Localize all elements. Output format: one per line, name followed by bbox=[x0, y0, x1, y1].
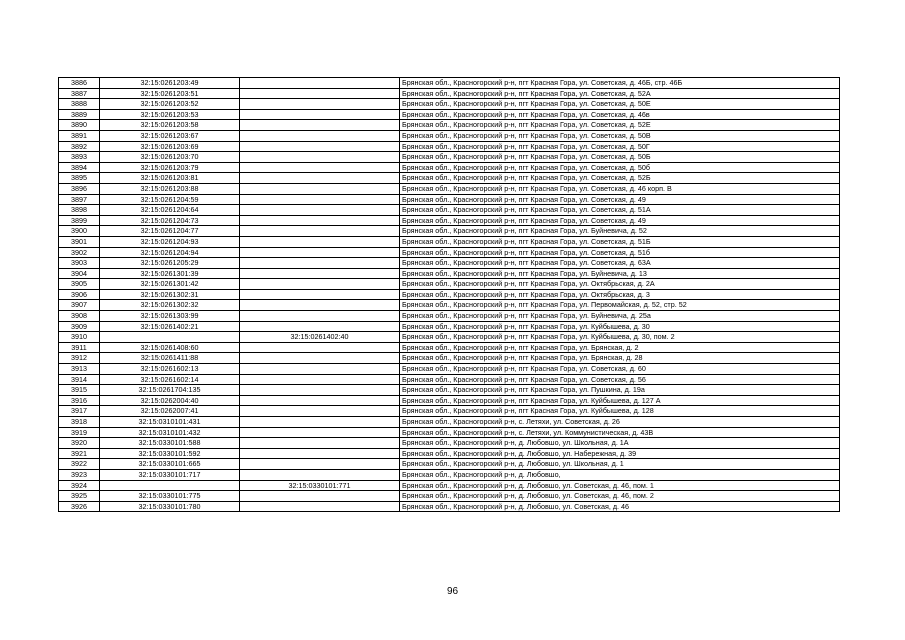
table-row bbox=[59, 469, 840, 480]
row-number-cell: 3901 bbox=[59, 236, 100, 247]
address-cell: Брянская обл., Красногорский р-н, пгт Красная Гора, ул. Советская, д. 46 корп. В bbox=[400, 183, 840, 194]
row-number-cell: 3886 bbox=[59, 78, 100, 89]
row-number-cell: 3904 bbox=[59, 268, 100, 279]
parent-cadastral-cell bbox=[240, 78, 400, 89]
row-number-cell: 3900 bbox=[59, 226, 100, 237]
cadastral-number-cell: 32:15:0261203:81 bbox=[100, 173, 240, 184]
cadastral-number-cell: 32:15:0330101:588 bbox=[100, 438, 240, 449]
table-row bbox=[59, 374, 840, 385]
parent-cadastral-cell bbox=[240, 374, 400, 385]
address-cell: Брянская обл., Красногорский р-н, пгт Красная Гора, ул. Советская, д. 51Б bbox=[400, 236, 840, 247]
row-number-cell: 3917 bbox=[59, 406, 100, 417]
parent-cadastral-cell bbox=[240, 395, 400, 406]
address-cell: Брянская обл., Красногорский р-н, пгт Красная Гора, ул. Брянская, д. 28 bbox=[400, 353, 840, 364]
parent-cadastral-cell bbox=[240, 459, 400, 470]
cadastral-number-cell: 32:15:0261411:88 bbox=[100, 353, 240, 364]
cadastral-table-body bbox=[59, 78, 840, 512]
row-number-cell: 3910 bbox=[59, 332, 100, 343]
row-number-cell: 3916 bbox=[59, 395, 100, 406]
cadastral-number-cell: 32:15:0261204:93 bbox=[100, 236, 240, 247]
cadastral-number-cell: 32:15:0261602:14 bbox=[100, 374, 240, 385]
row-number-cell: 3918 bbox=[59, 417, 100, 428]
row-number-cell: 3890 bbox=[59, 120, 100, 131]
cadastral-number-cell: 32:15:0261402:21 bbox=[100, 321, 240, 332]
address-cell: Брянская обл., Красногорский р-н, с. Летяхи, ул. Коммунистическая, д. 43В bbox=[400, 427, 840, 438]
parent-cadastral-cell bbox=[240, 141, 400, 152]
cadastral-number-cell: 32:15:0261303:99 bbox=[100, 311, 240, 322]
parent-cadastral-cell bbox=[240, 215, 400, 226]
row-number-cell: 3926 bbox=[59, 501, 100, 512]
table-row bbox=[59, 353, 840, 364]
table-row bbox=[59, 130, 840, 141]
parent-cadastral-cell bbox=[240, 205, 400, 216]
parent-cadastral-cell bbox=[240, 406, 400, 417]
parent-cadastral-cell bbox=[240, 258, 400, 269]
table-row bbox=[59, 194, 840, 205]
row-number-cell: 3925 bbox=[59, 491, 100, 502]
row-number-cell: 3897 bbox=[59, 194, 100, 205]
address-cell: Брянская обл., Красногорский р-н, д. Любовшо, ул. Набережная, д. 39 bbox=[400, 448, 840, 459]
cadastral-number-cell: 32:15:0261301:39 bbox=[100, 268, 240, 279]
cadastral-number-cell: 32:15:0330101:592 bbox=[100, 448, 240, 459]
table-row bbox=[59, 332, 840, 343]
address-cell: Брянская обл., Красногорский р-н, пгт Красная Гора, ул. Советская, д. 63А bbox=[400, 258, 840, 269]
address-cell: Брянская обл., Красногорский р-н, пгт Красная Гора, ул. Советская, д. 51б bbox=[400, 247, 840, 258]
address-cell: Брянская обл., Красногорский р-н, пгт Красная Гора, ул. Советская, д. 50В bbox=[400, 130, 840, 141]
table-row bbox=[59, 205, 840, 216]
address-cell: Брянская обл., Красногорский р-н, пгт Красная Гора, ул. Буйневича, д. 52 bbox=[400, 226, 840, 237]
address-cell: Брянская обл., Красногорский р-н, пгт Красная Гора, ул. Пушкина, д. 19а bbox=[400, 385, 840, 396]
table-row bbox=[59, 78, 840, 89]
cadastral-number-cell: 32:15:0330101:780 bbox=[100, 501, 240, 512]
row-number-cell: 3895 bbox=[59, 173, 100, 184]
parent-cadastral-cell bbox=[240, 417, 400, 428]
table-row bbox=[59, 215, 840, 226]
cadastral-number-cell: 32:15:0261204:64 bbox=[100, 205, 240, 216]
parent-cadastral-cell bbox=[240, 448, 400, 459]
cadastral-number-cell: 32:15:0261203:58 bbox=[100, 120, 240, 131]
parent-cadastral-cell bbox=[240, 501, 400, 512]
address-cell: Брянская обл., Красногорский р-н, пгт Красная Гора, ул. Советская, д. 56 bbox=[400, 374, 840, 385]
cadastral-number-cell: 32:15:0310101:432 bbox=[100, 427, 240, 438]
address-cell: Брянская обл., Красногорский р-н, пгт Красная Гора, ул. Октябрьская, д. 3 bbox=[400, 289, 840, 300]
parent-cadastral-cell bbox=[240, 342, 400, 353]
cadastral-number-cell: 32:15:0261203:88 bbox=[100, 183, 240, 194]
address-cell: Брянская обл., Красногорский р-н, д. Любовшо, ул. Советская, д. 46, пом. 1 bbox=[400, 480, 840, 491]
table-row bbox=[59, 289, 840, 300]
address-cell: Брянская обл., Красногорский р-н, пгт Красная Гора, ул. Брянская, д. 2 bbox=[400, 342, 840, 353]
table-row bbox=[59, 247, 840, 258]
row-number-cell: 3892 bbox=[59, 141, 100, 152]
cadastral-table bbox=[58, 77, 840, 512]
row-number-cell: 3905 bbox=[59, 279, 100, 290]
cadastral-number-cell: 32:15:0261203:52 bbox=[100, 99, 240, 110]
cadastral-number-cell: 32:15:0262004:40 bbox=[100, 395, 240, 406]
cadastral-number-cell: 32:15:0261203:51 bbox=[100, 88, 240, 99]
parent-cadastral-cell bbox=[240, 311, 400, 322]
parent-cadastral-cell bbox=[240, 289, 400, 300]
table-row bbox=[59, 300, 840, 311]
parent-cadastral-cell bbox=[240, 353, 400, 364]
cadastral-number-cell: 32:15:0261203:69 bbox=[100, 141, 240, 152]
parent-cadastral-cell bbox=[240, 268, 400, 279]
table-row bbox=[59, 342, 840, 353]
cadastral-number-cell: 32:15:0261203:67 bbox=[100, 130, 240, 141]
address-cell: Брянская обл., Красногорский р-н, пгт Красная Гора, ул. Советская, д. 52Е bbox=[400, 120, 840, 131]
row-number-cell: 3909 bbox=[59, 321, 100, 332]
address-cell: Брянская обл., Красногорский р-н, пгт Красная Гора, ул. Советская, д. 50б bbox=[400, 162, 840, 173]
address-cell: Брянская обл., Красногорский р-н, пгт Красная Гора, ул. Октябрьская, д. 2А bbox=[400, 279, 840, 290]
row-number-cell: 3888 bbox=[59, 99, 100, 110]
cadastral-number-cell: 32:15:0261204:94 bbox=[100, 247, 240, 258]
row-number-cell: 3923 bbox=[59, 469, 100, 480]
row-number-cell: 3893 bbox=[59, 152, 100, 163]
address-cell: Брянская обл., Красногорский р-н, пгт Красная Гора, ул. Куйбышева, д. 127 А bbox=[400, 395, 840, 406]
table-row bbox=[59, 141, 840, 152]
parent-cadastral-cell bbox=[240, 364, 400, 375]
row-number-cell: 3919 bbox=[59, 427, 100, 438]
table-row bbox=[59, 385, 840, 396]
cadastral-number-cell: 32:15:0261302:32 bbox=[100, 300, 240, 311]
address-cell: Брянская обл., Красногорский р-н, д. Любовшо, ул. Советская, д. 46 bbox=[400, 501, 840, 512]
address-cell: Брянская обл., Красногорский р-н, пгт Красная Гора, ул. Куйбышева, д. 128 bbox=[400, 406, 840, 417]
table-row bbox=[59, 120, 840, 131]
cadastral-number-cell: 32:15:0261203:79 bbox=[100, 162, 240, 173]
address-cell: Брянская обл., Красногорский р-н, пгт Красная Гора, ул. Буйневича, д. 13 bbox=[400, 268, 840, 279]
parent-cadastral-cell bbox=[240, 226, 400, 237]
cadastral-number-cell: 32:15:0261205:29 bbox=[100, 258, 240, 269]
parent-cadastral-cell bbox=[240, 194, 400, 205]
row-number-cell: 3914 bbox=[59, 374, 100, 385]
parent-cadastral-cell bbox=[240, 109, 400, 120]
row-number-cell: 3915 bbox=[59, 385, 100, 396]
address-cell: Брянская обл., Красногорский р-н, пгт Красная Гора, ул. Советская, д. 50Е bbox=[400, 99, 840, 110]
table-row bbox=[59, 183, 840, 194]
cadastral-number-cell: 32:15:0261301:42 bbox=[100, 279, 240, 290]
table-row bbox=[59, 406, 840, 417]
parent-cadastral-cell bbox=[240, 162, 400, 173]
table-row bbox=[59, 364, 840, 375]
address-cell: Брянская обл., Красногорский р-н, пгт Красная Гора, ул. Советская, д. 52А bbox=[400, 88, 840, 99]
parent-cadastral-cell bbox=[240, 99, 400, 110]
table-row bbox=[59, 236, 840, 247]
cadastral-number-cell: 32:15:0261203:70 bbox=[100, 152, 240, 163]
cadastral-number-cell: 32:15:0261204:73 bbox=[100, 215, 240, 226]
parent-cadastral-cell: 32:15:0330101:771 bbox=[240, 480, 400, 491]
row-number-cell: 3891 bbox=[59, 130, 100, 141]
address-cell: Брянская обл., Красногорский р-н, д. Любовшо, bbox=[400, 469, 840, 480]
cadastral-number-cell: 32:15:0330101:775 bbox=[100, 491, 240, 502]
parent-cadastral-cell bbox=[240, 130, 400, 141]
table-row bbox=[59, 311, 840, 322]
row-number-cell: 3920 bbox=[59, 438, 100, 449]
table-row bbox=[59, 99, 840, 110]
cadastral-number-cell: 32:15:0261203:53 bbox=[100, 109, 240, 120]
row-number-cell: 3922 bbox=[59, 459, 100, 470]
address-cell: Брянская обл., Красногорский р-н, д. Любовшо, ул. Школьная, д. 1А bbox=[400, 438, 840, 449]
parent-cadastral-cell bbox=[240, 88, 400, 99]
address-cell: Брянская обл., Красногорский р-н, пгт Красная Гора, ул. Буйневича, д. 25а bbox=[400, 311, 840, 322]
row-number-cell: 3911 bbox=[59, 342, 100, 353]
table-row bbox=[59, 417, 840, 428]
address-cell: Брянская обл., Красногорский р-н, пгт Красная Гора, ул. Советская, д. 51А bbox=[400, 205, 840, 216]
row-number-cell: 3902 bbox=[59, 247, 100, 258]
cadastral-number-cell bbox=[100, 480, 240, 491]
row-number-cell: 3894 bbox=[59, 162, 100, 173]
address-cell: Брянская обл., Красногорский р-н, пгт Красная Гора, ул. Советская, д. 50Г bbox=[400, 141, 840, 152]
row-number-cell: 3887 bbox=[59, 88, 100, 99]
row-number-cell: 3924 bbox=[59, 480, 100, 491]
table-row bbox=[59, 173, 840, 184]
table-row bbox=[59, 459, 840, 470]
address-cell: Брянская обл., Красногорский р-н, пгт Красная Гора, ул. Советская, д. 49 bbox=[400, 194, 840, 205]
cadastral-number-cell: 32:15:0261602:13 bbox=[100, 364, 240, 375]
table-row bbox=[59, 279, 840, 290]
parent-cadastral-cell bbox=[240, 279, 400, 290]
table-row bbox=[59, 226, 840, 237]
table-row bbox=[59, 258, 840, 269]
address-cell: Брянская обл., Красногорский р-н, д. Любовшо, ул. Школьная, д. 1 bbox=[400, 459, 840, 470]
row-number-cell: 3889 bbox=[59, 109, 100, 120]
parent-cadastral-cell bbox=[240, 321, 400, 332]
row-number-cell: 3913 bbox=[59, 364, 100, 375]
table-row bbox=[59, 321, 840, 332]
address-cell: Брянская обл., Красногорский р-н, пгт Красная Гора, ул. Куйбышева, д. 30, пом. 2 bbox=[400, 332, 840, 343]
cadastral-number-cell: 32:15:0261204:59 bbox=[100, 194, 240, 205]
cadastral-number-cell: 32:15:0261408:60 bbox=[100, 342, 240, 353]
table-row bbox=[59, 427, 840, 438]
row-number-cell: 3898 bbox=[59, 205, 100, 216]
table-row bbox=[59, 480, 840, 491]
cadastral-number-cell: 32:15:0261302:31 bbox=[100, 289, 240, 300]
cadastral-number-cell: 32:15:0330101:665 bbox=[100, 459, 240, 470]
parent-cadastral-cell bbox=[240, 247, 400, 258]
address-cell: Брянская обл., Красногорский р-н, пгт Красная Гора, ул. Первомайская, д. 52, стр. 52 bbox=[400, 300, 840, 311]
table-row bbox=[59, 501, 840, 512]
address-cell: Брянская обл., Красногорский р-н, пгт Красная Гора, ул. Куйбышева, д. 30 bbox=[400, 321, 840, 332]
table-row bbox=[59, 152, 840, 163]
table-row bbox=[59, 491, 840, 502]
cadastral-number-cell bbox=[100, 332, 240, 343]
parent-cadastral-cell: 32:15:0261402:40 bbox=[240, 332, 400, 343]
parent-cadastral-cell bbox=[240, 183, 400, 194]
row-number-cell: 3912 bbox=[59, 353, 100, 364]
address-cell: Брянская обл., Красногорский р-н, пгт Красная Гора, ул. Советская, д. 50Б bbox=[400, 152, 840, 163]
parent-cadastral-cell bbox=[240, 300, 400, 311]
cadastral-number-cell: 32:15:0330101:717 bbox=[100, 469, 240, 480]
parent-cadastral-cell bbox=[240, 427, 400, 438]
address-cell: Брянская обл., Красногорский р-н, пгт Красная Гора, ул. Советская, д. 49 bbox=[400, 215, 840, 226]
parent-cadastral-cell bbox=[240, 173, 400, 184]
address-cell: Брянская обл., Красногорский р-н, д. Любовшо, ул. Советская, д. 46, пом. 2 bbox=[400, 491, 840, 502]
table-row bbox=[59, 268, 840, 279]
parent-cadastral-cell bbox=[240, 385, 400, 396]
table-row bbox=[59, 88, 840, 99]
address-cell: Брянская обл., Красногорский р-н, с. Летяхи, ул. Советская, д. 26 bbox=[400, 417, 840, 428]
row-number-cell: 3921 bbox=[59, 448, 100, 459]
row-number-cell: 3896 bbox=[59, 183, 100, 194]
cadastral-number-cell: 32:15:0261204:77 bbox=[100, 226, 240, 237]
parent-cadastral-cell bbox=[240, 120, 400, 131]
parent-cadastral-cell bbox=[240, 491, 400, 502]
cadastral-number-cell: 32:15:0310101:431 bbox=[100, 417, 240, 428]
row-number-cell: 3903 bbox=[59, 258, 100, 269]
row-number-cell: 3908 bbox=[59, 311, 100, 322]
cadastral-number-cell: 32:15:0261203:49 bbox=[100, 78, 240, 89]
parent-cadastral-cell bbox=[240, 438, 400, 449]
parent-cadastral-cell bbox=[240, 152, 400, 163]
table-row bbox=[59, 448, 840, 459]
address-cell: Брянская обл., Красногорский р-н, пгт Красная Гора, ул. Советская, д. 60 bbox=[400, 364, 840, 375]
table-row bbox=[59, 109, 840, 120]
table-row bbox=[59, 395, 840, 406]
parent-cadastral-cell bbox=[240, 236, 400, 247]
address-cell: Брянская обл., Красногорский р-н, пгт Красная Гора, ул. Советская, д. 52Б bbox=[400, 173, 840, 184]
cadastral-number-cell: 32:15:0262007:41 bbox=[100, 406, 240, 417]
row-number-cell: 3899 bbox=[59, 215, 100, 226]
address-cell: Брянская обл., Красногорский р-н, пгт Красная Гора, ул. Советская, д. 46в bbox=[400, 109, 840, 120]
table-row bbox=[59, 162, 840, 173]
table-row bbox=[59, 438, 840, 449]
page-number: 96 bbox=[446, 586, 459, 597]
address-cell: Брянская обл., Красногорский р-н, пгт Красная Гора, ул. Советская, д. 46Б, стр. 46Б bbox=[400, 78, 840, 89]
parent-cadastral-cell bbox=[240, 469, 400, 480]
cadastral-number-cell: 32:15:0261704:135 bbox=[100, 385, 240, 396]
row-number-cell: 3907 bbox=[59, 300, 100, 311]
row-number-cell: 3906 bbox=[59, 289, 100, 300]
